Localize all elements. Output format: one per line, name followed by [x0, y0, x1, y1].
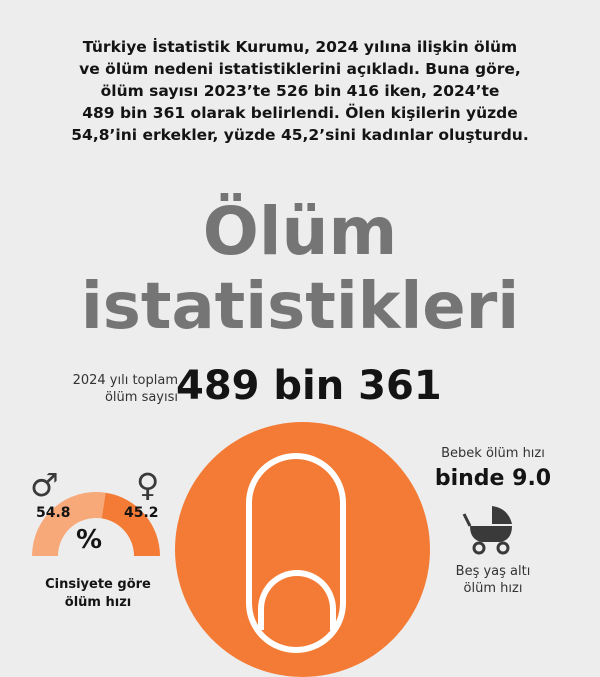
page-title-line2: istatistikleri: [80, 270, 520, 344]
gender-caption: [28, 576, 168, 612]
intro-line: 489 bin 361 olarak belirlendi. Ölen kişilerin yüzde: [82, 104, 518, 122]
total-label-line2: ölüm sayısı: [104, 390, 178, 405]
total-deaths-label: [20, 372, 178, 406]
total-label-line1: 2024 yılı toplam: [72, 373, 178, 388]
percent-symbol: %: [76, 525, 103, 555]
gender-caption-line2: ölüm hızı: [64, 595, 132, 610]
infant-mortality-label: Bebek ölüm hızı: [441, 446, 545, 461]
under-five-mortality-label: [420, 563, 566, 597]
female-symbol-icon: ♀: [136, 466, 160, 504]
infant-mortality-value: binde 9.0: [434, 466, 552, 491]
under-five-label-line1: Beş yaş altı: [455, 564, 531, 579]
female-value: 45.2: [124, 505, 159, 521]
intro-paragraph: [30, 36, 570, 146]
total-deaths-value: 489 bin 361: [176, 363, 442, 409]
page-title-line1: Ölüm: [202, 193, 398, 270]
intro-line: ve ölüm nedeni istatistiklerini açıkladı. Buna göre,: [79, 60, 521, 78]
male-symbol-icon: ♂: [30, 466, 59, 504]
baby-stroller-icon: [462, 500, 520, 556]
gauge-female-segment: [102, 493, 160, 556]
gender-caption-line1: Cinsiyete göre: [45, 577, 151, 592]
under-five-label-line2: ölüm hızı: [463, 581, 523, 596]
male-value: 54.8: [36, 505, 71, 521]
intro-line: Türkiye İstatistik Kurumu, 2024 yılına ilişkin ölüm: [82, 38, 518, 56]
intro-line: ölüm sayısı 2023’te 526 bin 416 iken, 2024’te: [100, 82, 500, 100]
intro-line: 54,8’ini erkekler, yüzde 45,2’sini kadınlar oluşturdu.: [71, 126, 529, 144]
